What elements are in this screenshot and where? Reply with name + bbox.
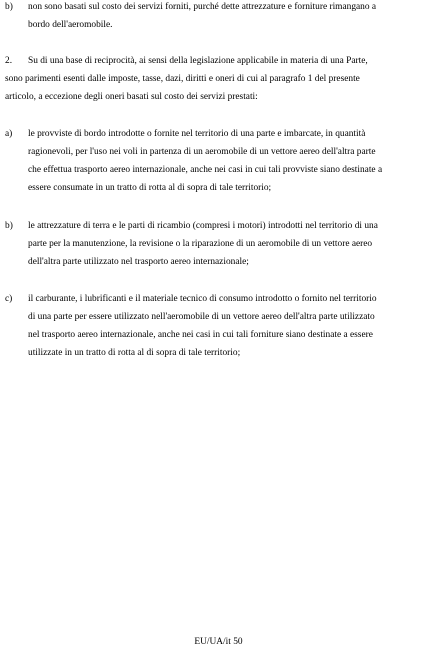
paragraph-line: bordo dell'aeromobile.: [28, 20, 113, 30]
paragraph-line: sono parimenti esenti dalle imposte, tasse, dazi, diritti e oneri di cui al paragrafo 1 del presente: [5, 74, 360, 84]
paragraph-number-2: 2.: [5, 56, 13, 66]
item-label-c: c): [5, 294, 13, 304]
paragraph-line: utilizzate in un tratto di rotta al di sopra di tale territorio;: [28, 348, 241, 358]
item-label-b-first: b): [5, 2, 13, 12]
paragraph-line: parte per la manutenzione, la revisione o la riparazione di un aeromobile di un vettore aereo: [28, 239, 373, 249]
paragraph-line: Su di una base di reciprocità, ai sensi della legislazione applicabile in materia di una Parte,: [28, 56, 368, 66]
item-label-a: a): [5, 129, 13, 139]
paragraph-line: le attrezzature di terra e le parti di ricambio (compresi i motori) introdotti nel territorio di una: [28, 221, 378, 231]
item-label-b-second: b): [5, 221, 13, 231]
paragraph-line: essere consumate in un tratto di rotta al di sopra di tale territorio;: [28, 183, 272, 193]
paragraph-line: ragionevoli, per l'uso nei voli in partenza di un aeromobile di un vettore aereo dell'altra parte: [28, 147, 376, 157]
paragraph-line: di una parte per essere utilizzato nell'aeromobile di un vettore aereo dell'altra parte utilizzato: [28, 312, 375, 322]
page-footer: EU/UA/it 50: [194, 637, 243, 647]
paragraph-line: che effettua trasporto aereo internazionale, anche nei casi in cui tali provviste siano destinate a: [28, 165, 383, 175]
paragraph-line: articolo, a eccezione degli oneri basati sul costo dei servizi prestati:: [5, 92, 258, 102]
paragraph-line: non sono basati sul costo dei servizi forniti, purché dette attrezzature e forniture rimangano a: [28, 2, 377, 12]
paragraph-line: dell'altra parte utilizzato nel trasporto aereo internazionale;: [28, 257, 249, 267]
paragraph-line: le provviste di bordo introdotte o fornite nel territorio di una parte e imbarcate, in quantità: [28, 129, 366, 139]
paragraph-line: nel trasporto aereo internazionale, anche nei casi in cui tali forniture siano destinate a essere: [28, 330, 373, 340]
paragraph-line: il carburante, i lubrificanti e il materiale tecnico di consumo introdotto o fornito nel territorio: [28, 294, 377, 304]
